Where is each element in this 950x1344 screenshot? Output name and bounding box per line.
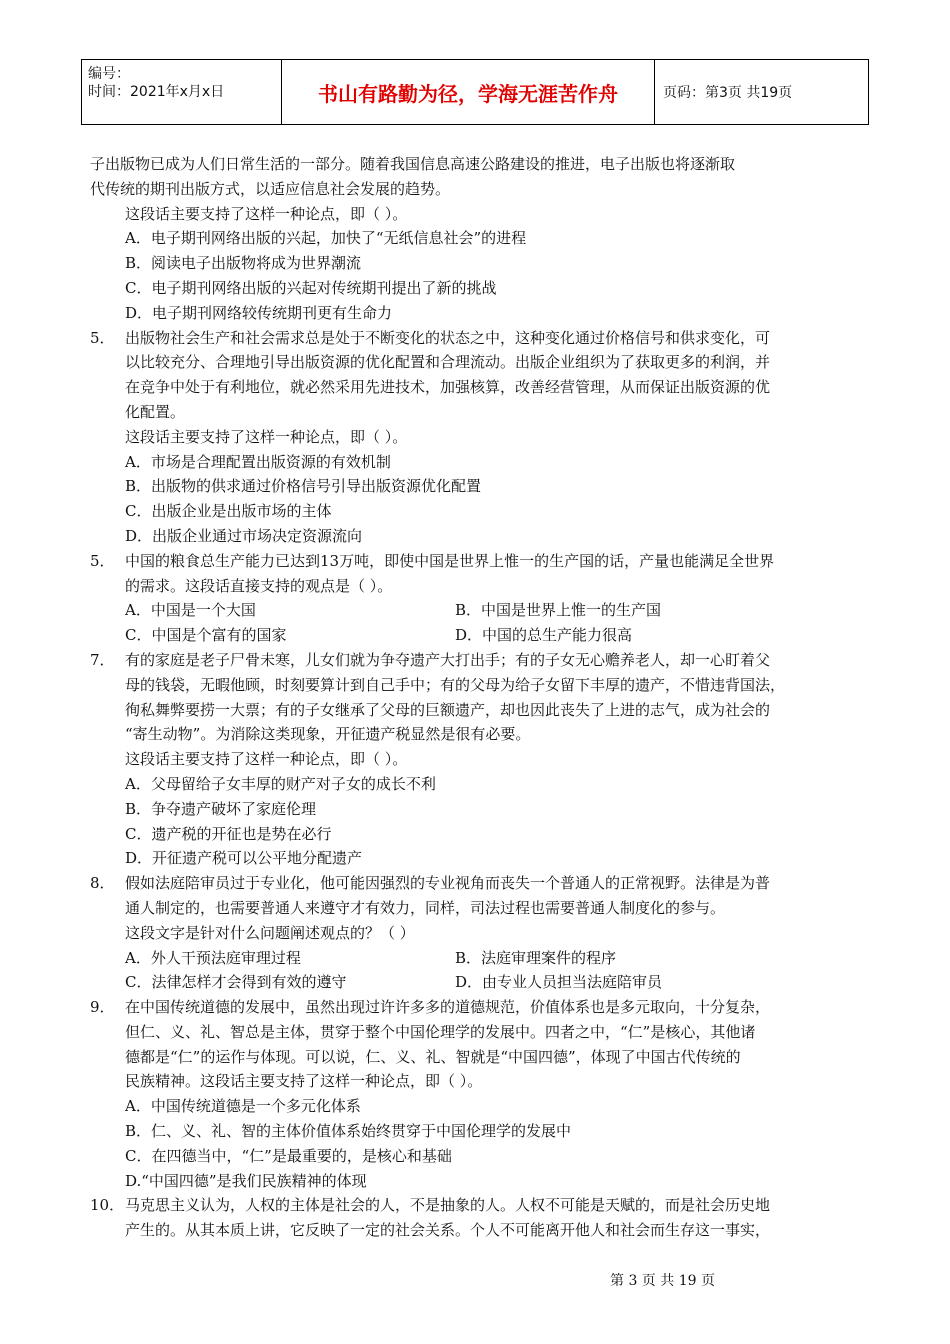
question-prompt: 这段话主要支持了这样一种论点，即（ ）。	[125, 750, 408, 769]
option: D.“中国四德”是我们民族精神的体现	[125, 1171, 367, 1190]
option: C．中国是个富有的国家	[125, 626, 287, 645]
option: B．出版物的供求通过价格信号引导出版资源优化配置	[125, 477, 482, 496]
question-number: 5．	[90, 328, 115, 347]
question-number: 10．	[90, 1196, 125, 1215]
text-line: 代传统的期刊出版方式，以适应信息社会发展的趋势。	[90, 179, 451, 198]
page-footer: 第 3 页 共 19 页	[610, 1273, 715, 1289]
option: A．市场是合理配置出版资源的有效机制	[125, 452, 391, 471]
option: B．中国是世界上惟一的生产国	[455, 601, 662, 620]
option: B．阅读电子出版物将成为世界潮流	[125, 254, 362, 273]
option: C．电子期刊网络出版的兴起对传统期刊提出了新的挑战	[125, 278, 497, 297]
option: C．法律怎样才会得到有效的遵守	[125, 973, 347, 992]
option: A．外人干预法庭审理过程	[125, 948, 301, 967]
option: D．电子期刊网络较传统期刊更有生命力	[125, 303, 393, 322]
header-page-info: 页码：第3页 共19页	[663, 85, 793, 101]
text-line: 通人制定的，也需要普通人来遵守才有效力，同样，司法过程也需要普通人制度化的参与。	[125, 898, 726, 917]
option: A．电子期刊网络出版的兴起，加快了“无纸信息社会”的进程	[125, 229, 527, 248]
option: D．中国的总生产能力很高	[455, 626, 633, 645]
question-number: 5．	[90, 551, 115, 570]
header-motto: 书山有路勤为径，学海无涯苦作舟	[282, 60, 655, 124]
text-line: 但仁、义、礼、智总是主体，贯穿于整个中国伦理学的发展中。四者之中，“仁”是核心，其他诸	[125, 1022, 756, 1041]
text-line: 5． 出版物社会生产和社会需求总是处于不断变化的状态之中，这种变化通过价格信号和供求变化，可	[90, 326, 870, 351]
option: D．出版企业通过市场决定资源流向	[125, 526, 363, 545]
text-line: 7． 有的家庭是老子尸骨未寒，儿女们就为争夺遗产大打出手；有的子女无心赡养老人，却一心盯着父	[90, 648, 870, 673]
option: C．遗产税的开征也是势在必行	[125, 824, 332, 843]
option: D．开征遗产税可以公平地分配遗产	[125, 849, 363, 868]
option: B．仁、义、礼、智的主体价值体系始终贯穿于中国伦理学的发展中	[125, 1122, 572, 1141]
question-prompt: 这段话主要支持了这样一种论点，即（ ）。	[125, 204, 408, 223]
header-meta	[82, 60, 282, 124]
text-line: 5． 中国的粮食总生产能力已达到13万吨，即使中国是世界上惟一的生产国的话，产量也能满足全世界	[90, 549, 870, 574]
document-body	[90, 152, 870, 1243]
text-line: 母的钱袋，无暇他顾，时刻要算计到自己手中；有的父母为给子女留下丰厚的遗产，不惜违背国法，	[125, 675, 786, 694]
page-header	[81, 59, 869, 125]
question-number: 9．	[90, 998, 115, 1017]
text-line: 的需求。这段话直接支持的观点是（ ）。	[125, 576, 393, 595]
option-row	[90, 970, 870, 995]
option-row	[90, 623, 870, 648]
question-number: 8．	[90, 874, 115, 893]
doc-id-label: 编号：	[88, 66, 130, 82]
option: C．出版企业是出版市场的主体	[125, 502, 332, 521]
option: B．法庭审理案件的程序	[455, 948, 617, 967]
text-line: 10．马克思主义认为，人权的主体是社会的人，不是抽象的人。人权不可能是天赋的，而是社会历史地	[90, 1193, 870, 1218]
text-line: 以比较充分、合理地引导出版资源的优化配置和合理流动。出版企业组织为了获取更多的利润，并	[125, 353, 771, 372]
text-line: 8． 假如法庭陪审员过于专业化，他可能因强烈的专业视角而丧失一个普通人的正常视野。法律是为普	[90, 871, 870, 896]
text-line: 产生的。从其本质上讲，它反映了一定的社会关系。个人不可能离开他人和社会而生存这一事实，	[125, 1221, 771, 1240]
option: A．中国传统道德是一个多元化体系	[125, 1097, 361, 1116]
text-line: 9． 在中国传统道德的发展中，虽然出现过许许多多的道德规范，价值体系也是多元取向，十分复杂，	[90, 995, 870, 1020]
text-line: 化配置。	[125, 402, 186, 421]
question-number: 7．	[90, 650, 115, 669]
option-row	[90, 598, 870, 623]
doc-time-label: 时间：2021年x月x日	[88, 84, 225, 100]
option-row	[90, 946, 870, 971]
option: D．由专业人员担当法庭陪审员	[455, 973, 663, 992]
option: B．争夺遗产破坏了家庭伦理	[125, 799, 317, 818]
text-line: 在竞争中处于有利地位，就必然采用先进技术，加强核算，改善经营管理，从而保证出版资源的优	[125, 378, 771, 397]
option: A．父母留给子女丰厚的财产对子女的成长不利	[125, 774, 436, 793]
text-line: 子出版物已成为人们日常生活的一部分。随着我国信息高速公路建设的推进，电子出版也将逐渐取	[90, 155, 736, 173]
text-line: 德都是“仁”的运作与体现。可以说，仁、义、礼、智就是“中国四德”，体现了中国古代传统的	[125, 1047, 741, 1066]
question-prompt: 这段话主要支持了这样一种论点，即（ ）。	[125, 427, 408, 446]
option: A．中国是一个大国	[125, 601, 256, 620]
text-line: 徇私舞弊要捞一大票；有的子女继承了父母的巨额遗产，却也因此丧失了上进的志气，成为社会的	[125, 700, 771, 719]
question-prompt: 民族精神。这段话主要支持了这样一种论点，即（ ）。	[125, 1072, 483, 1091]
text-line: “寄生动物”。为消除这类现象，开征遗产税显然是很有必要。	[125, 725, 531, 744]
question-prompt: 这段文字是针对什么问题阐述观点的？（ ）	[125, 923, 415, 942]
option: C．在四德当中，“仁”是最重要的，是核心和基础	[125, 1146, 452, 1165]
